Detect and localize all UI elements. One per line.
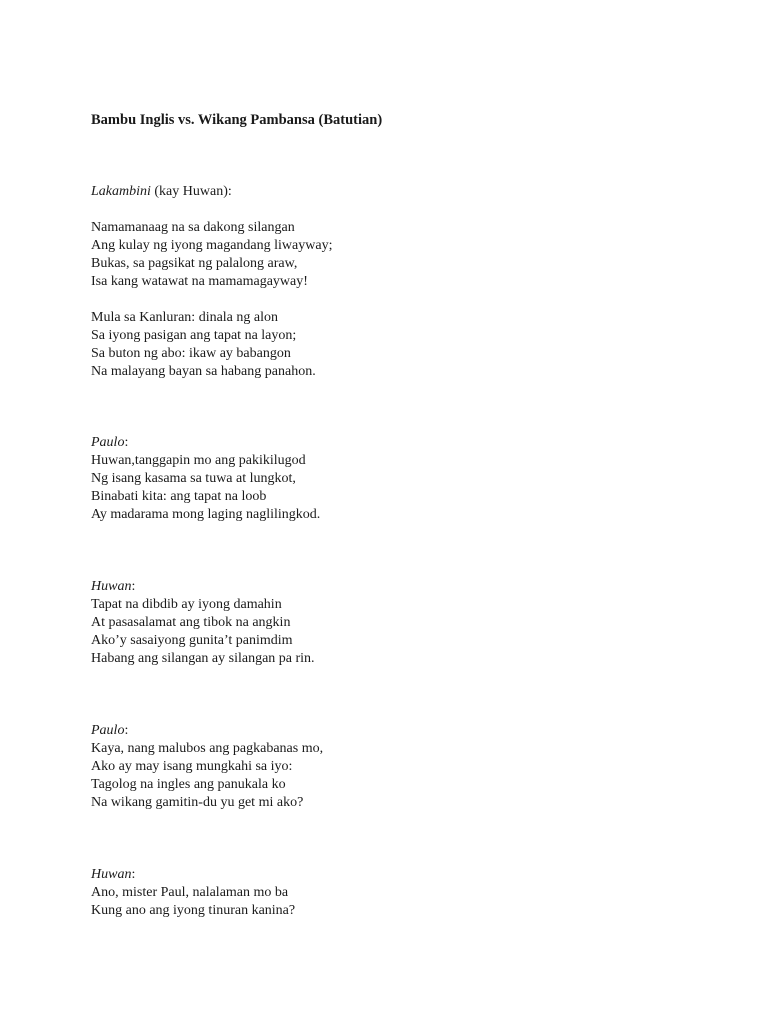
verse-line: Kung ano ang iyong tinuran kanina? xyxy=(91,903,296,918)
dialogue-section-lakambini xyxy=(91,183,332,381)
stanza xyxy=(91,219,332,291)
verse-line: At pasasalamat ang tibok na angkin xyxy=(91,615,291,630)
speaker-name: Huwan xyxy=(91,867,132,882)
dialogue-section-huwan xyxy=(91,578,315,668)
stanza xyxy=(91,740,323,812)
dialogue-section-paulo-2 xyxy=(91,722,323,812)
verse-line: Ako’y sasaiyong gunita’t panimdim xyxy=(91,633,293,648)
speaker-name: Huwan xyxy=(91,579,132,594)
speaker-name: Lakambini xyxy=(91,184,151,199)
verse-line: Namamanaag na sa dakong silangan xyxy=(91,220,295,235)
verse-line: Sa buton ng abo: ikaw ay babangon xyxy=(91,346,291,361)
verse-line: Ng isang kasama sa tuwa at lungkot, xyxy=(91,471,296,486)
verse-line: Huwan,tanggapin mo ang pakikilugod xyxy=(91,453,306,468)
verse-line: Bukas, sa pagsikat ng palalong araw, xyxy=(91,256,298,271)
verse-line: Ang kulay ng iyong magandang liwayway; xyxy=(91,238,333,253)
speaker-label xyxy=(91,434,320,452)
speaker-name: Paulo xyxy=(91,723,125,738)
speaker-note: (kay Huwan): xyxy=(150,184,232,199)
speaker-label xyxy=(91,578,315,596)
stanza xyxy=(91,309,332,381)
speaker-label xyxy=(91,183,332,201)
speaker-note: : xyxy=(124,435,129,450)
verse-line: Kaya, nang malubos ang pagkabanas mo, xyxy=(91,741,324,756)
speaker-name: Paulo xyxy=(91,435,125,450)
speaker-note: : xyxy=(124,723,129,738)
speaker-label xyxy=(91,866,295,884)
verse-line: Ako ay may isang mungkahi sa iyo: xyxy=(91,759,293,774)
verse-line: Tapat na dibdib ay iyong damahin xyxy=(91,597,282,612)
speaker-note: : xyxy=(131,867,136,882)
speaker-note: : xyxy=(131,579,136,594)
stanza xyxy=(91,452,320,524)
verse-line: Na malayang bayan sa habang panahon. xyxy=(91,364,316,379)
dialogue-section-huwan-2 xyxy=(91,866,295,920)
verse-line: Na wikang gamitin-du yu get mi ako? xyxy=(91,795,304,810)
speaker-label xyxy=(91,722,323,740)
verse-line: Ay madarama mong laging naglilingkod. xyxy=(91,507,321,522)
verse-line: Ano, mister Paul, nalalaman mo ba xyxy=(91,885,289,900)
verse-line: Isa kang watawat na mamamagayway! xyxy=(91,274,308,289)
verse-line: Mula sa Kanluran: dinala ng alon xyxy=(91,310,279,325)
verse-line: Binabati kita: ang tapat na loob xyxy=(91,489,267,504)
verse-line: Habang ang silangan ay silangan pa rin. xyxy=(91,651,315,666)
document-title: Bambu Inglis vs. Wikang Pambansa (Batutian) xyxy=(91,112,383,128)
stanza xyxy=(91,884,295,920)
verse-line: Tagolog na ingles ang panukala ko xyxy=(91,777,286,792)
verse-line: Sa iyong pasigan ang tapat na layon; xyxy=(91,328,297,343)
stanza xyxy=(91,596,315,668)
dialogue-section-paulo xyxy=(91,434,320,524)
